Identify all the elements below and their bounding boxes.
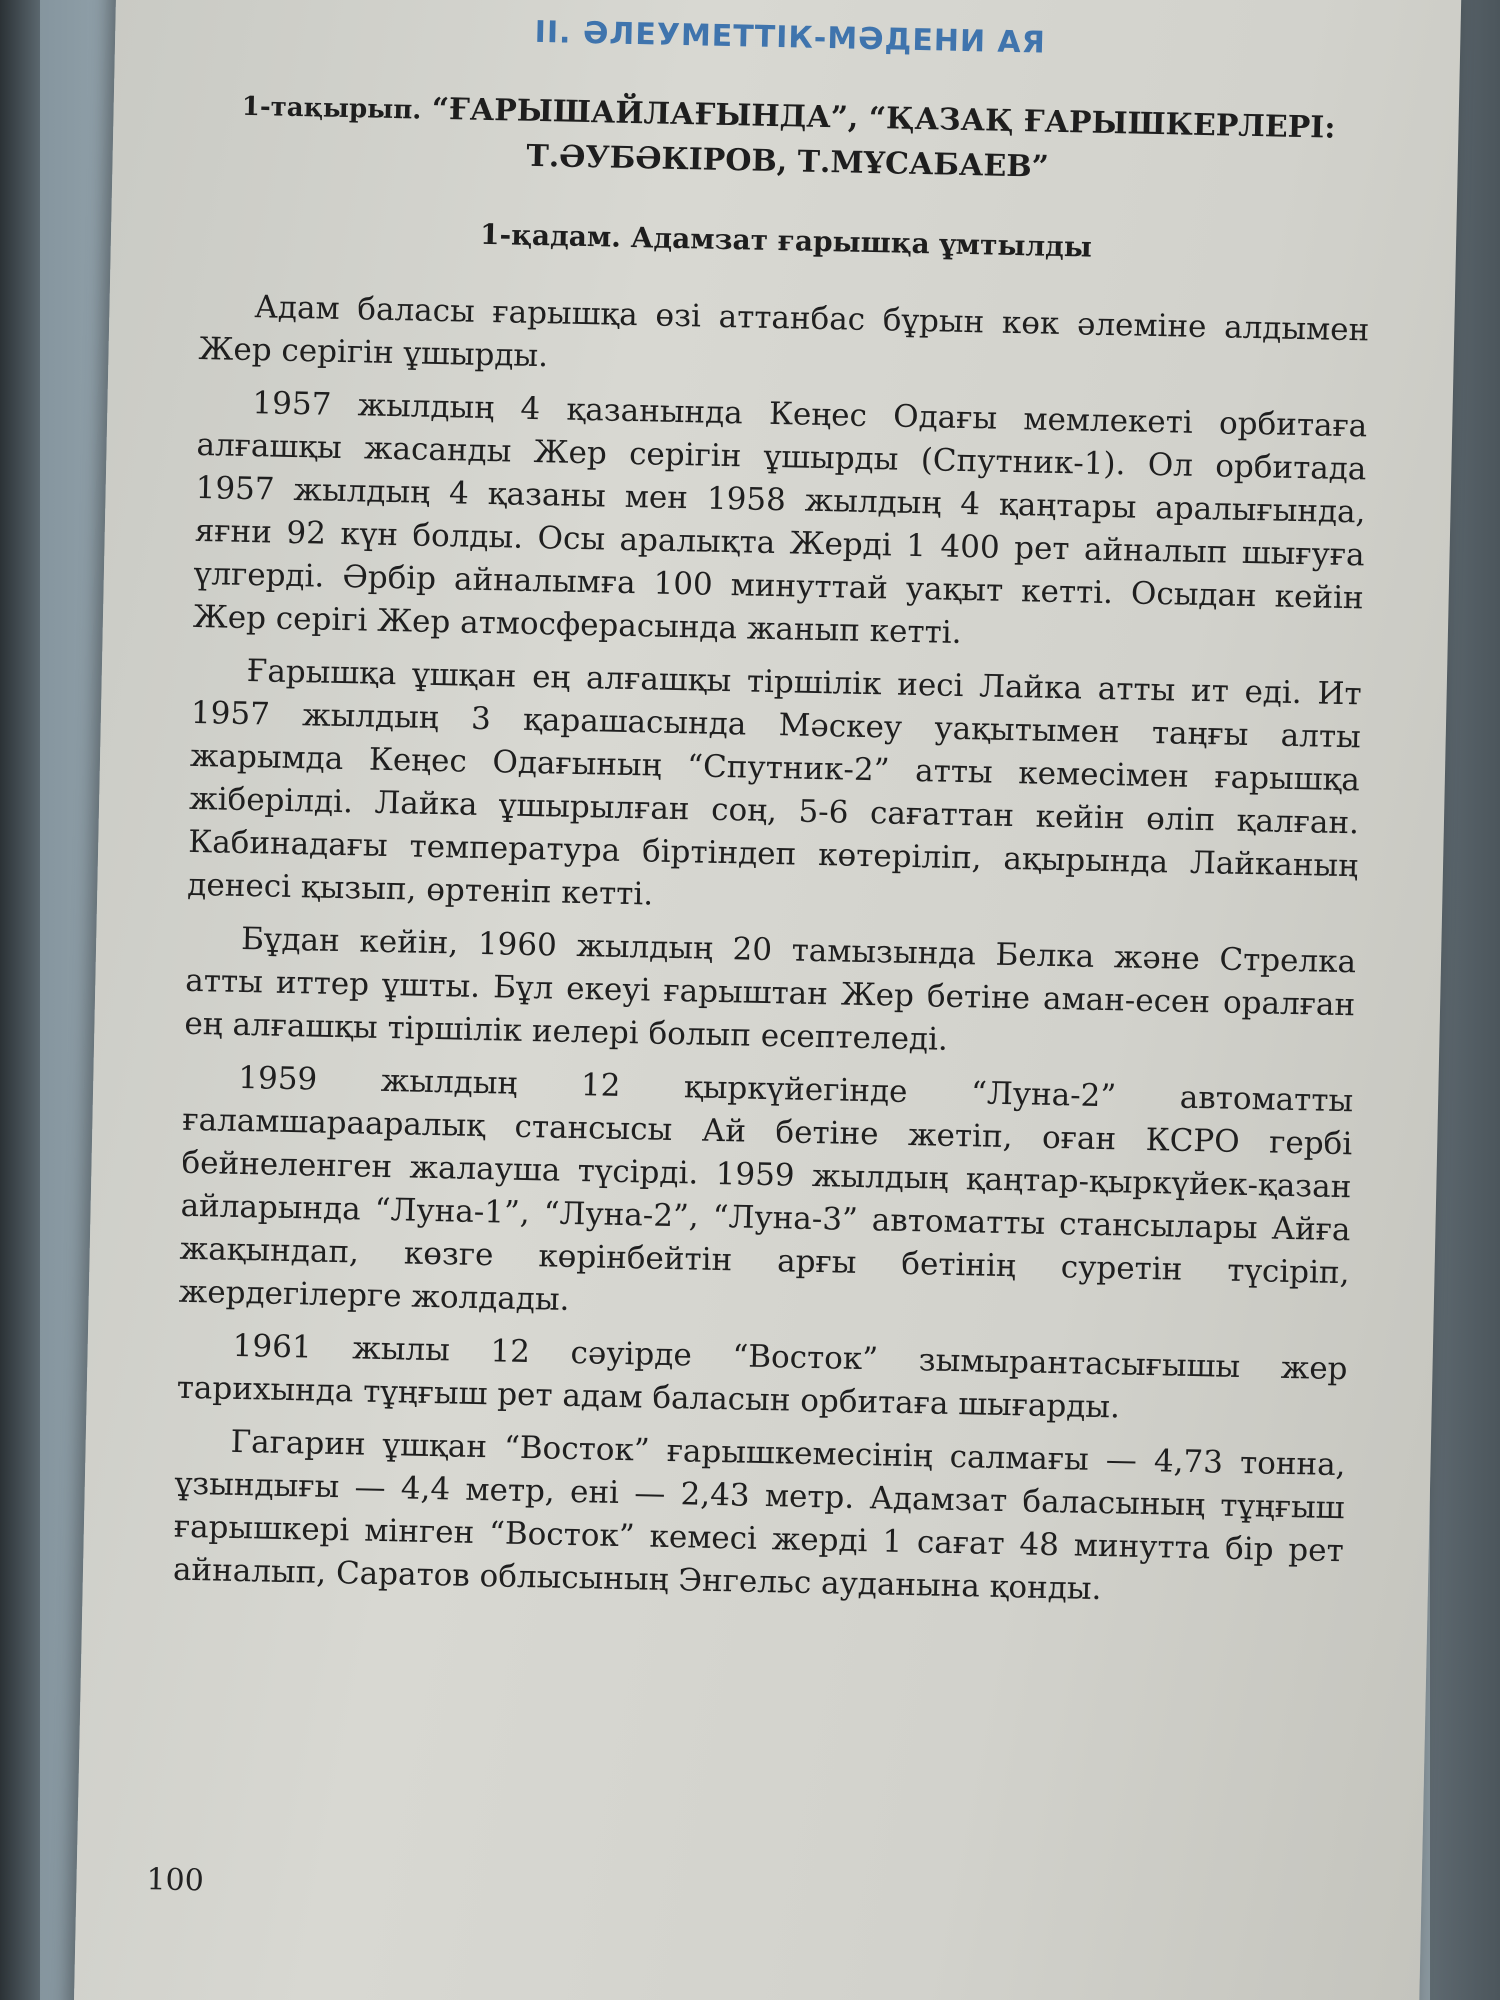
topic-heading	[202, 83, 1374, 196]
step-title: 1-қадам. Адамзат ғарышқа ұмтылды	[479, 217, 1093, 264]
paragraph-1: Адам баласы ғарышқа өзі аттанбас бұрын көк әлеміне алдымен Жер серігін ұшырды.	[198, 289, 1370, 375]
topic-prefix: 1-тақырып.	[241, 91, 422, 126]
paragraph-5: 1959 жылдың 12 қыркүйегінде “Луна-2” автоматты ғаламшарааралық стансысы Ай бетіне жетіп, оған КСРО гербі бейнеленген жалауша түсірді. 1959 жылдың қаңтар-қыркүйек-қазан айларында “Луна-1”, “Луна-2”, “Луна-3” автоматты стансылары Айға жақындап, көзге көрінбейтін арғы бетінің суретін түсіріп, жердегілерге жолдады.	[178, 1059, 1354, 1318]
page-content	[172, 8, 1375, 1626]
background-left-edge	[0, 0, 40, 2000]
paragraph-4: Бұдан кейін, 1960 жылдың 20 тамызында Белка және Стрелка атты иттер ұшты. Бұл екеуі ғарыштан Жер бетіне аман-есен оралған ең алғашқы тіршілік иелері болып есептеледі.	[184, 920, 1357, 1058]
paragraph-3: Ғарышқа ұшқан ең алғашқы тіршілік иесі Лайка атты ит еді. Ит 1957 жылдың 3 қарашасында Мәскеу уақытымен таңғы алты жарымда Кеңес Одағының “Спутник-2” атты кемесімен ғарышқа жіберілді. Лайка ұшырылған соң, 5-6 сағаттан кейін өліп қалған. Кабинадағы температура біртіндеп көтеріліп, ақырында Лайканың денесі қызып, өртеніп кетті.	[187, 653, 1363, 913]
paragraph-6: 1961 жылы 12 сәуірде “Восток” зымырантасығышы жер тарихында тұңғыш рет адам баласын орбитаға шығарды.	[176, 1327, 1348, 1426]
paragraph-2: 1957 жылдың 4 қазанында Кеңес Одағы мемлекеті орбитаға алғашқы жасанды Жер серігін ұшырды (Спутник-1). Ол орбитада 1957 жылдың 4 қазаны мен 1958 жылдың 4 қаңтары аралығында, яғни 92 күн болды. Осы аралықта Жерді 1 400 рет айналып шығуға үлгерді. Әрбір айналымға 100 минуттай уақыт кетті. Осыдан кейін Жер серігі Жер атмосферасында жанып кетті.	[192, 385, 1368, 651]
section-title: II. ӘЛЕУМЕТТІК-МӘДЕНИ АЯ	[534, 14, 1047, 61]
book-page	[74, 0, 1462, 2000]
topic-title: “ҒАРЫШАЙЛАҒЫНДА”, “ҚАЗАҚ ҒАРЫШКЕРЛЕРІ: Т.ӘУБӘКІРОВ, Т.МҰСАБАЕВ”	[431, 91, 1336, 185]
paragraph-7: Гагарин ұшқан “Восток” ғарышкемесінің салмағы — 4,73 тонна, ұзындығы — 4,4 метр, ені — 2,43 метр. Адамзат баласының тұңғыш ғарышкері мінген “Восток” кемесі жерді 1 сағат 48 минутта бір рет айналып, Саратов облысының Энгельс ауданына қонды.	[172, 1423, 1346, 1608]
page-number: 100	[146, 1862, 205, 1899]
